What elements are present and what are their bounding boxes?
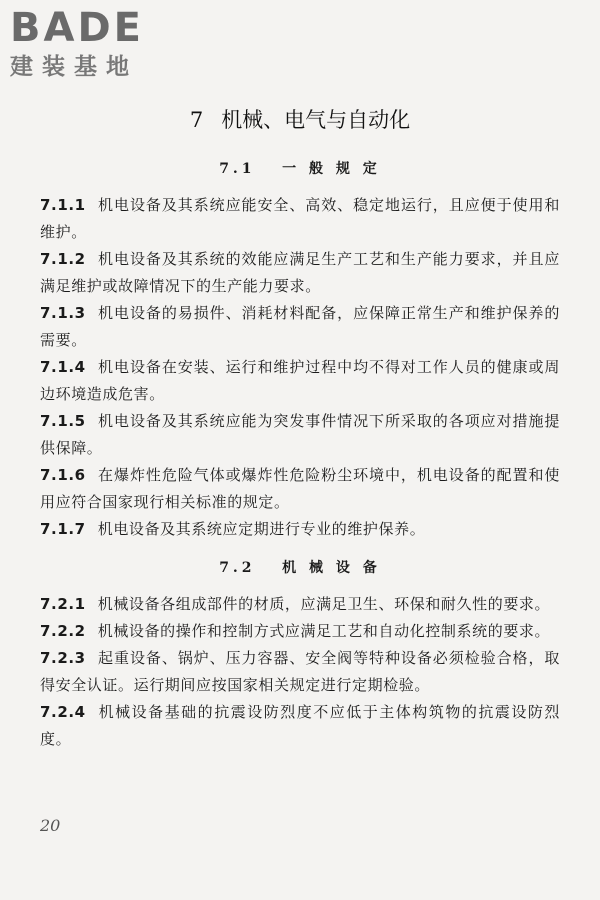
section-number: 7.2 (219, 560, 256, 576)
clause-number: 7.1.1 (40, 196, 86, 214)
section-title-text: 机 械 设 备 (282, 560, 381, 576)
clause-text: 起重设备、锅炉、压力容器、安全阀等特种设备必须检验合格，取得安全认证。运行期间应按国家相关规定进行定期检验。 (40, 649, 560, 694)
clause-text: 机电设备在安装、运行和维护过程中均不得对工作人员的健康或周边环境造成危害。 (40, 358, 560, 403)
clause-number: 7.1.6 (40, 466, 86, 484)
clause-7-1-2 (40, 246, 560, 300)
logo-subtitle: 建装基地 (10, 54, 138, 80)
clause-7-1-4 (40, 354, 560, 408)
clause-text: 在爆炸性危险气体或爆炸性危险粉尘环境中，机电设备的配置和使用应符合国家现行相关标准的规定。 (40, 466, 560, 511)
clause-text: 机电设备及其系统的效能应满足生产工艺和生产能力要求，并且应满足维护或故障情况下的生产能力要求。 (40, 250, 560, 295)
clause-text: 机械设备的操作和控制方式应满足工艺和自动化控制系统的要求。 (97, 622, 551, 640)
chapter-title (0, 104, 600, 134)
clause-number: 7.1.7 (40, 520, 86, 538)
chapter-number: 7 (189, 108, 204, 132)
clause-number: 7.1.3 (40, 304, 86, 322)
clause-7-1-6 (40, 462, 560, 516)
bade-logo (10, 6, 144, 82)
clause-7-1-3 (40, 300, 560, 354)
section-number: 7.1 (219, 161, 256, 177)
clause-text: 机械设备各组成部件的材质，应满足卫生、环保和耐久性的要求。 (97, 595, 551, 613)
clause-7-1-1 (40, 192, 560, 246)
page-content (40, 150, 560, 753)
clause-text: 机电设备的易损件、消耗材料配备，应保障正常生产和维护保养的需要。 (40, 304, 560, 349)
section-title-7-1 (40, 158, 560, 178)
section-title-7-2 (40, 557, 560, 577)
clause-number: 7.2.1 (40, 595, 86, 613)
chapter-title-text: 机械、电气与自动化 (221, 108, 411, 132)
section-title-text: 一 般 规 定 (282, 161, 381, 177)
clause-number: 7.1.5 (40, 412, 86, 430)
clause-number: 7.2.3 (40, 649, 86, 667)
clause-number: 7.2.4 (40, 703, 86, 721)
clause-text: 机械设备基础的抗震设防烈度不应低于主体构筑物的抗震设防烈度。 (40, 703, 560, 748)
clause-number: 7.1.2 (40, 250, 86, 268)
clause-7-2-4 (40, 699, 560, 753)
clause-number: 7.2.2 (40, 622, 86, 640)
clause-7-1-7 (40, 516, 560, 543)
clause-7-2-3 (40, 645, 560, 699)
clause-text: 机电设备及其系统应定期进行专业的维护保养。 (97, 520, 426, 538)
logo-mark: BADE (10, 5, 144, 51)
clause-7-2-1 (40, 591, 560, 618)
page-number: 20 (40, 816, 61, 835)
clause-7-2-2 (40, 618, 560, 645)
clause-7-1-5 (40, 408, 560, 462)
clause-text: 机电设备及其系统应能安全、高效、稳定地运行，且应便于使用和维护。 (40, 196, 560, 241)
clause-text: 机电设备及其系统应能为突发事件情况下所采取的各项应对措施提供保障。 (40, 412, 560, 457)
clause-number: 7.1.4 (40, 358, 86, 376)
